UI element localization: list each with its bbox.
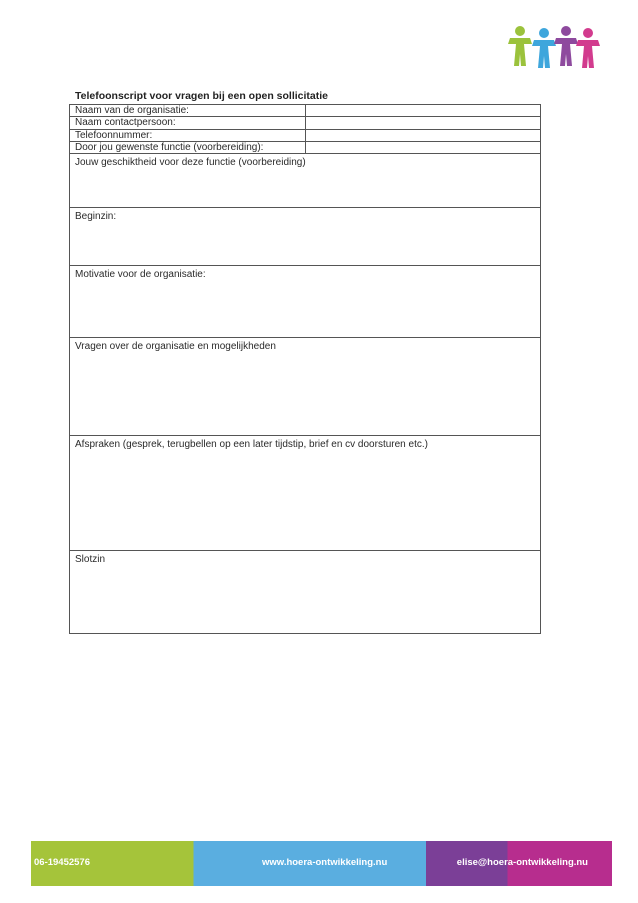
phone-number-field[interactable]	[306, 130, 540, 141]
suitability-section[interactable]	[70, 154, 540, 208]
phone-number-label: Telefoonnummer:	[70, 130, 306, 141]
desired-function-field[interactable]	[306, 142, 540, 153]
blue-figure-icon	[532, 28, 556, 68]
purple-figure-icon	[554, 26, 578, 66]
footer-email-link[interactable]: elise@hoera-ontwikkeling.nu	[456, 857, 588, 868]
motivation-section[interactable]	[70, 266, 540, 338]
phone-number-row	[70, 130, 540, 142]
desired-function-label: Door jou gewenste functie (voorbereiding):	[70, 142, 306, 153]
questions-section[interactable]	[70, 338, 540, 436]
motivation-label: Motivatie voor de organisatie:	[75, 269, 206, 281]
footer-phone: 06-19452576	[34, 857, 90, 868]
contact-person-label: Naam contactpersoon:	[70, 117, 306, 128]
pink-figure-icon	[576, 28, 600, 68]
closing-line-label: Slotzin	[75, 554, 106, 566]
organization-name-field[interactable]	[306, 105, 540, 116]
questions-label: Vragen over de organisatie en mogelijkheden	[75, 341, 276, 353]
desired-function-row	[70, 142, 540, 154]
opening-line-label: Beginzin:	[75, 211, 117, 223]
document-title: Telefoonscript voor vragen bij een open sollicitatie	[75, 90, 329, 102]
suitability-label: Jouw geschiktheid voor deze functie (voorbereiding)	[75, 157, 306, 169]
logo-icon	[506, 22, 602, 74]
organization-name-label: Naam van de organisatie:	[70, 105, 306, 116]
contact-person-field[interactable]	[306, 117, 540, 128]
footer-bar	[31, 841, 612, 886]
footer-website-link[interactable]: www.hoera-ontwikkeling.nu	[262, 857, 388, 868]
opening-line-section[interactable]	[70, 208, 540, 266]
green-figure-icon	[508, 26, 532, 66]
agreements-section[interactable]	[70, 436, 540, 551]
phone-script-form	[69, 104, 541, 634]
organization-name-row	[70, 105, 540, 117]
agreements-label: Afspraken (gesprek, terugbellen op een later tijdstip, brief en cv doorsturen etc.)	[75, 439, 428, 451]
contact-person-row	[70, 117, 540, 129]
closing-line-section[interactable]	[70, 551, 540, 633]
